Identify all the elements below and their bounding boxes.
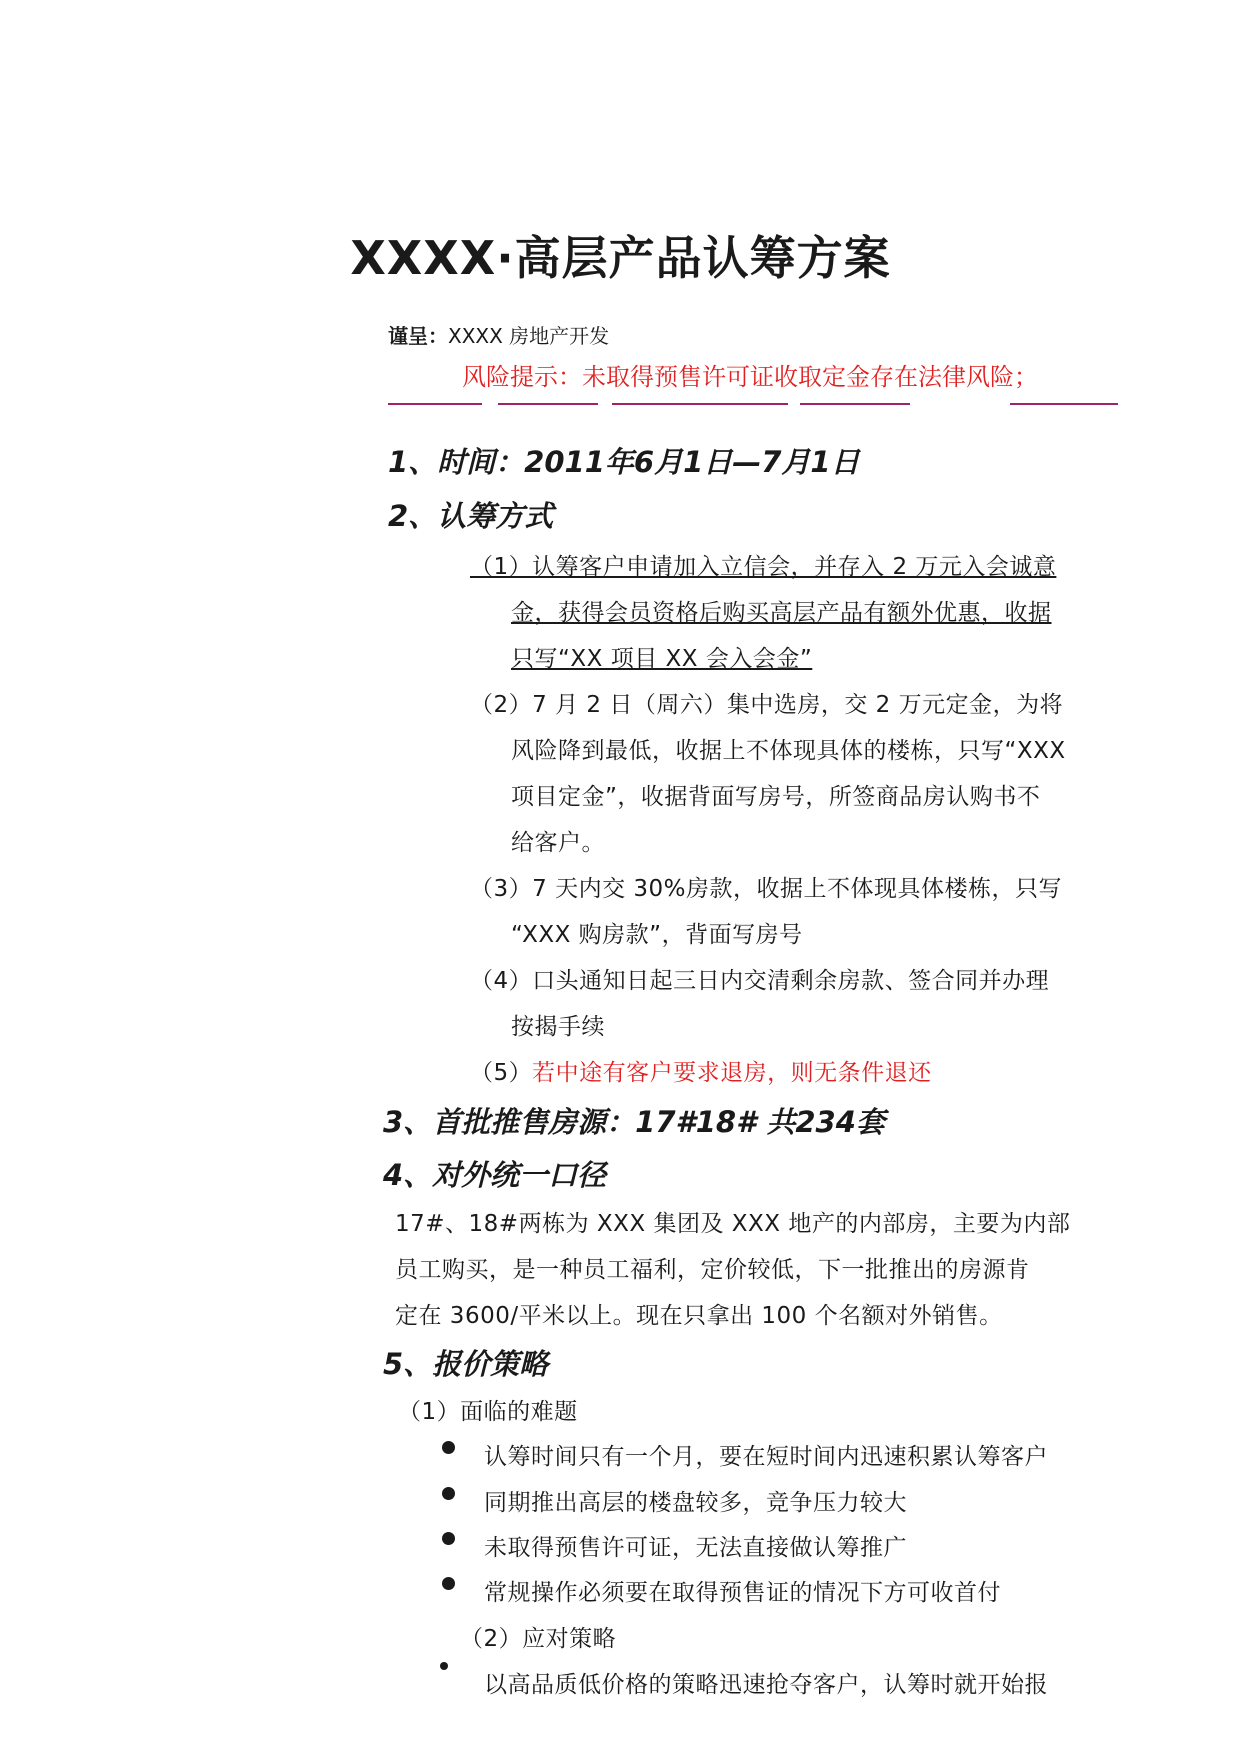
section-heading-time: 1、时间：2011年6月1日—7月1日: [388, 445, 860, 479]
document-title: XXXX·高层产品认筹方案: [350, 231, 891, 285]
presented-to: [388, 320, 609, 349]
pricing-challenge-2: 同期推出高层的楼盘较多，竞争压力较大: [484, 1490, 907, 1516]
divider: [1010, 403, 1118, 405]
divider: [498, 403, 598, 405]
subscription-item-2-line-4: 给客户。: [511, 830, 605, 856]
section-heading-pricing: 5、报价策略: [383, 1347, 549, 1381]
bullet-icon: [442, 1487, 455, 1500]
divider: [800, 403, 910, 405]
bullet-icon: [440, 1662, 448, 1670]
subscription-item-5-text: 若中途有客户要求退房，则无条件退还: [532, 1060, 932, 1086]
subscription-item-1-line-2: 金，获得会员资格后购买高层产品有额外优惠，收据: [511, 600, 1052, 626]
bullet-icon: [442, 1441, 455, 1454]
subscription-item-4-line-1: （4）口头通知日起三日内交清剩余房款、签合同并办理: [470, 968, 1050, 994]
subscription-item-1-line-3: 只写“XX 项目 XX 会入会金”: [511, 646, 813, 672]
pricing-strategy-1: 以高品质低价格的策略迅速抢夺客户，认筹时就开始报: [484, 1672, 1048, 1698]
pricing-subheading-strategy: （2）应对策略: [460, 1626, 617, 1652]
subscription-item-2-line-1: （2）7 月 2 日（周六）集中选房，交 2 万元定金，为将: [470, 692, 1064, 718]
section-heading-statement: 4、对外统一口径: [383, 1158, 607, 1192]
subscription-item-4-line-2: 按揭手续: [511, 1014, 605, 1040]
pricing-challenge-1: 认筹时间只有一个月，要在短时间内迅速积累认筹客户: [484, 1444, 1048, 1470]
presented-recipient: XXXX 房地产开发: [448, 324, 610, 348]
statement-line-1: 17#、18#两栋为 XXX 集团及 XXX 地产的内部房，主要为内部: [395, 1211, 1071, 1237]
subscription-item-3-line-2: “XXX 购房款”，背面写房号: [511, 922, 803, 948]
subscription-item-1-line-1: （1）认筹客户申请加入立信会，并存入 2 万元入会诚意: [470, 554, 1057, 580]
pricing-subheading-challenges: （1）面临的难题: [398, 1399, 578, 1425]
risk-notice: 风险提示：未取得预售许可证收取定金存在法律风险；: [462, 363, 1038, 391]
subscription-item-2-line-3: 项目定金”，收据背面写房号，所签商品房认购书不: [511, 784, 1041, 810]
subscription-item-5: [470, 1054, 932, 1087]
subscription-item-5-number: （5）: [470, 1060, 533, 1086]
divider: [612, 403, 788, 405]
subscription-item-3-line-1: （3）7 天内交 30%房款，收据上不体现具体楼栋，只写: [470, 876, 1063, 902]
presented-label: 谨呈：: [388, 324, 448, 348]
pricing-challenge-4: 常规操作必须要在取得预售证的情况下方可收首付: [484, 1580, 1001, 1606]
subscription-item-2-line-2: 风险降到最低，收据上不体现具体的楼栋，只写“XXX: [511, 738, 1066, 764]
statement-line-2: 员工购买，是一种员工福利，定价较低，下一批推出的房源肯: [395, 1257, 1030, 1283]
section-heading-listing: 3、首批推售房源：17#18# 共234套: [383, 1105, 885, 1139]
pricing-challenge-3: 未取得预售许可证，无法直接做认筹推广: [484, 1535, 907, 1561]
statement-line-3: 定在 3600/平米以上。现在只拿出 100 个名额对外销售。: [395, 1303, 1003, 1329]
section-heading-subscription: 2、认筹方式: [388, 499, 554, 533]
bullet-icon: [442, 1532, 455, 1545]
divider: [388, 403, 482, 405]
bullet-icon: [442, 1577, 455, 1590]
